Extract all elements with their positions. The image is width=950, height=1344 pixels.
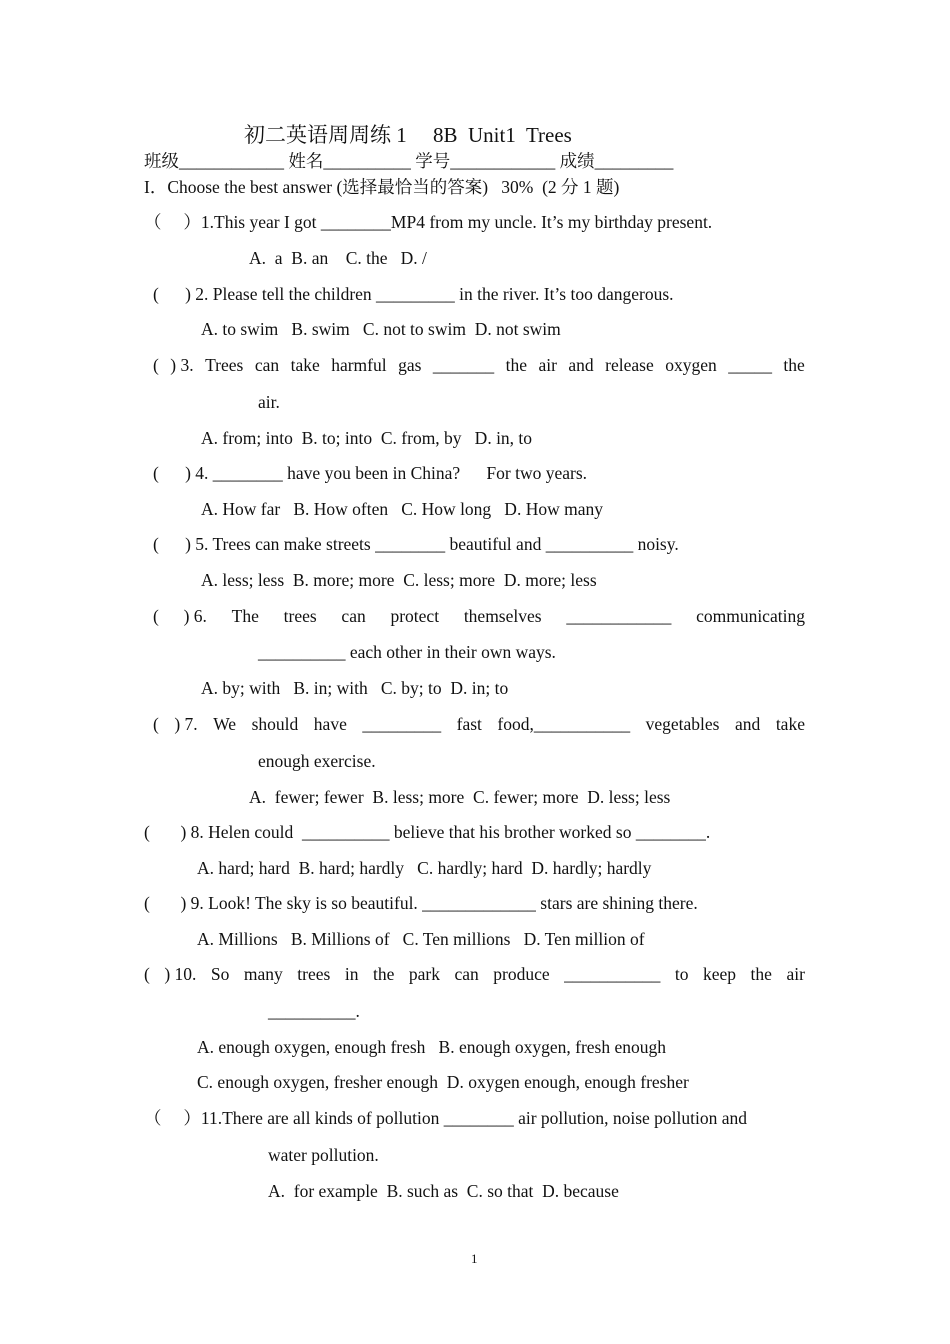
question-2: ( ) 2. Please tell the children _________ in the river. It’s too dangerous. bbox=[153, 284, 674, 304]
question-5-options: A. less; less B. more; more C. less; more D. more; less bbox=[201, 570, 597, 590]
question-10: ( ) 10. So many trees in the park can produce ___________ to keep the air bbox=[144, 964, 805, 984]
question-1-options: A. a B. an C. the D. / bbox=[249, 248, 427, 268]
question-11-options: A. for example B. such as C. so that D. because bbox=[268, 1181, 619, 1201]
question-4: ( ) 4. ________ have you been in China? For two years. bbox=[153, 463, 588, 483]
question-3: ( ) 3. Trees can take harmful gas _______ the air and release oxygen _____ the bbox=[153, 355, 805, 375]
question-6-options: A. by; with B. in; with C. by; to D. in; to bbox=[201, 678, 509, 698]
question-3-continued: air. bbox=[258, 392, 280, 412]
question-1: （ ）1.This year I got ________MP4 from my uncle. It’s my birthday present. bbox=[144, 212, 713, 232]
question-11-continued: water pollution. bbox=[268, 1145, 379, 1165]
question-5: ( ) 5. Trees can make streets ________ beautiful and __________ noisy. bbox=[153, 534, 679, 554]
question-3-options: A. from; into B. to; into C. from, by D. in, to bbox=[201, 428, 533, 448]
question-8: ( ) 8. Helen could __________ believe that his brother worked so ________. bbox=[144, 822, 711, 842]
question-6-continued: __________ each other in their own ways. bbox=[258, 642, 556, 662]
student-info-line: 班级____________ 姓名__________ 学号____________ 成绩_________ bbox=[144, 151, 674, 171]
question-7: ( ) 7. We should have _________ fast food,___________ vegetables and take bbox=[153, 714, 805, 734]
question-10-options: A. enough oxygen, enough fresh B. enough oxygen, fresh enough bbox=[197, 1037, 667, 1057]
page-title: 初二英语周周练 1 8B Unit1 Trees bbox=[244, 123, 572, 147]
question-8-options: A. hard; hard B. hard; hardly C. hardly; hard D. hardly; hardly bbox=[197, 858, 652, 878]
question-11: （ ）11.There are all kinds of pollution ________ air pollution, noise pollution and bbox=[144, 1108, 748, 1128]
page-number: 1 bbox=[471, 1251, 478, 1266]
question-4-options: A. How far B. How often C. How long D. How many bbox=[201, 499, 603, 519]
question-7-continued: enough exercise. bbox=[258, 751, 376, 771]
section-heading: I．Choose the best answer (选择最恰当的答案) 30% (2 分 1 题) bbox=[144, 177, 620, 197]
question-7-options: A. fewer; fewer B. less; more C. fewer; more D. less; less bbox=[249, 787, 671, 807]
question-10-continued: __________. bbox=[268, 1001, 360, 1021]
question-10-options: C. enough oxygen, fresher enough D. oxygen enough, enough fresher bbox=[197, 1072, 689, 1092]
question-9: ( ) 9. Look! The sky is so beautiful. _____________ stars are shining there. bbox=[144, 893, 698, 913]
question-2-options: A. to swim B. swim C. not to swim D. not swim bbox=[201, 319, 561, 339]
question-6: ( ) 6. The trees can protect themselves ____________ communicating bbox=[153, 606, 805, 626]
question-9-options: A. Millions B. Millions of C. Ten millions D. Ten million of bbox=[197, 929, 645, 949]
